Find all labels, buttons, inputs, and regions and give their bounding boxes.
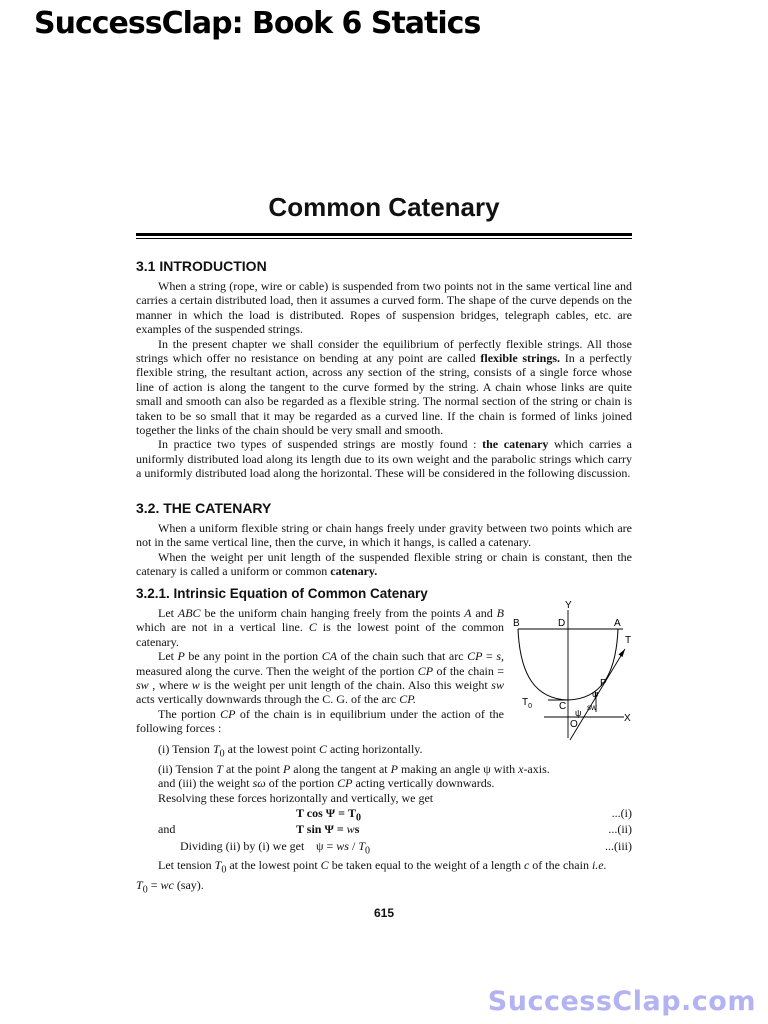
equation-tag: ...(iii) — [605, 839, 632, 853]
header-title: SuccessClap: Book 6 Statics — [34, 6, 481, 41]
paragraph: When a string (rope, wire or cable) is suspended from two points not in the same vertical line and carries a certain distributed load, then it assumes a curved form. The shape of the curve depends on the manner in which the load is distributed. Ropes of suspension bridges, telegraph cables, etc. are examples of the suspended strings. — [136, 279, 632, 337]
subsection-heading-intrinsic-equation: 3.2.1. Intrinsic Equation of Common Catenary — [136, 586, 428, 601]
paragraph: Let ABC be the uniform chain hanging freely from the points A and B which are not in a vertical line. C is the lowest point of the common catenary. — [136, 606, 505, 649]
introduction-body — [136, 279, 632, 481]
label-psi-lower: ψ — [575, 708, 582, 718]
paragraph: Let P be any point in the portion CA of the chain such that arc CP = s, measured along the curve. Then the weight of the portion CP of the chain = sw , where w is the weight per unit length of the chain. Also this weight sw acts vertically downwards through the C. G. of the arc CP. — [136, 649, 504, 707]
intrinsic-body — [136, 606, 504, 736]
label-o: O — [570, 719, 578, 730]
watermark-logo: SuccessClap.com — [487, 986, 756, 1017]
label-b: B — [513, 618, 520, 629]
label-x: X — [624, 713, 631, 724]
equation: T sin Ψ = ws — [296, 822, 360, 836]
title-rule-thin — [136, 238, 632, 239]
section-heading-introduction: 3.1 INTRODUCTION — [136, 258, 267, 274]
label-psi-upper: ψ — [592, 689, 599, 699]
equation-lead: Dividing (ii) by (i) we get — [180, 839, 305, 853]
equation: T $\cos \Psi = T_0$ — [296, 806, 361, 824]
chapter-title: Common Catenary — [268, 192, 500, 222]
equation-row-ii — [136, 822, 632, 837]
equation-row-i — [136, 806, 632, 824]
equation-tag: ...(i) — [611, 806, 632, 820]
label-sw: sw — [587, 703, 597, 712]
force-item: (ii) Tension T at the point P along the tangent at P making an angle ψ with x-axis. — [158, 761, 550, 776]
equation-tag: ...(ii) — [608, 822, 632, 836]
paragraph: Resolving these forces horizontally and vertically, we get — [158, 790, 434, 805]
page-number: 615 — [373, 906, 395, 920]
label-a: A — [614, 618, 621, 629]
label-t0: $T_0$ — [522, 697, 533, 710]
paragraph: The portion CP of the chain is in equilibrium under the action of the following forces : — [136, 706, 504, 736]
paragraph: $T_0$ = wc (say). — [136, 877, 204, 896]
equation: ψ = ws / $T_0$ — [316, 839, 370, 857]
paragraph: In practice two types of suspended strings are mostly found : the catenary which carries a uniformly distributed load along its length due to its own weight and the parabolic strings which carry a uniformly distributed load along the horizontal. These will be considered in the following discussion. — [136, 437, 632, 481]
label-d: D — [558, 618, 566, 629]
label-p: P — [600, 678, 607, 689]
equation-row-iii — [136, 839, 632, 857]
paragraph: When a uniform flexible string or chain hangs freely under gravity between two points which are not in the same vertical line, then the curve, in which it hangs, is called a catenary. — [136, 521, 632, 550]
tangent-arrowhead — [619, 649, 626, 657]
equation-lead: and — [158, 822, 176, 836]
force-item: and (iii) the weight sω of the portion CP acting vertically downwards. — [158, 776, 495, 791]
paragraph: When the weight per unit length of the suspended flexible string or chain is constant, then the catenary is called a uniform or common catenary. — [136, 549, 632, 579]
label-t: T — [625, 635, 632, 646]
title-rule-thick — [136, 233, 632, 236]
forces-list — [136, 742, 632, 805]
paragraph: Let tension $T_0$ at the lowest point C be taken equal to the weight of a length c of the chain i.e. — [158, 858, 607, 876]
catenary-body — [136, 521, 632, 579]
section-heading-catenary: 3.2. THE CATENARY — [136, 500, 272, 516]
paragraph: In the present chapter we shall consider the equilibrium of perfectly flexible strings. All those strings which offer no resistance on bending at any point are called flexible strings. In a perfectly flexible string, the resultant action, across any section of the string, consists of a single force whose line of action is along the tangent to the curve formed by the string. A chain whose links are quite small and smooth can also be regarded as a flexible string. The normal section of the string or chain is taken to be so small that it may be regarded as a curved line. If the chain is formed of links joined together the links of the chain should be very small and smooth. — [136, 336, 632, 438]
force-item: (i) Tension $T_0$ at the lowest point C acting horizontally. — [158, 742, 423, 760]
closing-paragraph — [136, 858, 632, 898]
catenary-diagram — [508, 596, 640, 742]
label-y: Y — [565, 600, 572, 611]
label-c: C — [559, 701, 567, 712]
